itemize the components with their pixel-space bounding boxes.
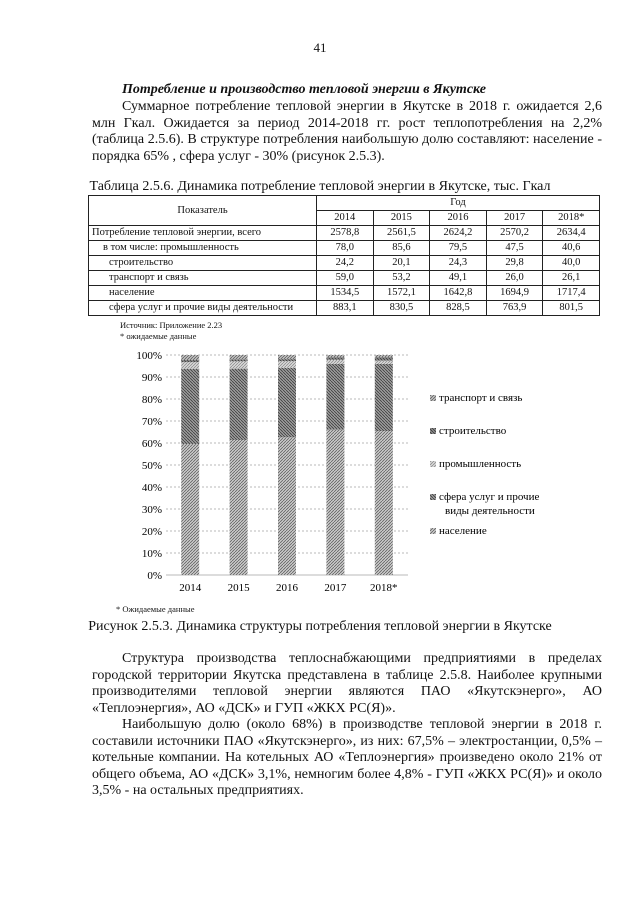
- value-cell: 883,1: [317, 301, 374, 316]
- page-number: 41: [313, 40, 327, 55]
- value-cell: 85,6: [373, 241, 430, 256]
- bar-segment: [278, 368, 296, 437]
- legend-label: транспорт и связь: [439, 392, 523, 404]
- legend-swatch: [430, 528, 436, 534]
- header-indicator: Показатель: [89, 196, 317, 226]
- year-cell: 2015: [373, 211, 430, 226]
- value-cell: 1534,5: [317, 286, 374, 301]
- value-cell: 40,0: [543, 256, 600, 271]
- bar-segment: [230, 369, 248, 440]
- value-cell: 53,2: [373, 271, 430, 286]
- x-tick-label: 2017: [324, 582, 347, 594]
- value-cell: 40,6: [543, 241, 600, 256]
- value-cell: 2561,5: [373, 226, 430, 241]
- paragraph-production-structure: Структура производства теплоснабжающими предприятиями в пределах городской территории Якутска представлена в таблице 2.5.8. Наиболее крупными производителями тепловой энергии являются ПАО «Якутскэнерго», АО «Теплоэнергия», АО «ДСК» и ГУП «ЖКХ РС(Я)».: [92, 651, 602, 716]
- y-axis-ticks: [136, 350, 162, 582]
- value-cell: 1694,9: [486, 286, 543, 301]
- value-cell: 78,0: [317, 241, 374, 256]
- y-tick-label: 100%: [136, 350, 162, 362]
- value-cell: 26,0: [486, 271, 543, 286]
- consumption-table: [88, 195, 600, 316]
- legend-swatch: [430, 461, 436, 467]
- value-cell: 2634,4: [543, 226, 600, 241]
- bar-segment: [375, 431, 393, 575]
- value-cell: 1642,8: [430, 286, 487, 301]
- bar-segment: [278, 359, 296, 361]
- bar-segment: [181, 369, 199, 444]
- x-tick-label: 2018*: [370, 582, 398, 594]
- bar-segment: [230, 440, 248, 575]
- bar-segment: [278, 361, 296, 368]
- row-label: строительство: [89, 256, 317, 271]
- y-tick-label: 60%: [141, 438, 162, 450]
- table-row: [89, 286, 600, 301]
- chart-legend: [430, 392, 539, 537]
- bar-segment: [181, 355, 199, 360]
- value-cell: 801,5: [543, 301, 600, 316]
- table-row: [89, 256, 600, 271]
- bar-segment: [230, 361, 248, 368]
- row-label: сфера услуг и прочие виды деятельности: [89, 301, 317, 316]
- bar-segment: [326, 429, 344, 575]
- value-cell: 20,1: [373, 256, 430, 271]
- value-cell: 24,2: [317, 256, 374, 271]
- value-cell: 24,3: [430, 256, 487, 271]
- chart-bars: [181, 355, 393, 575]
- legend-label: сфера услуг и прочие виды деятельности: [439, 491, 540, 517]
- bar-segment: [278, 355, 296, 359]
- table-row: [89, 241, 600, 256]
- section-heading: Потребление и производство тепловой энергии в Якутске: [122, 82, 486, 97]
- bar-segment: [375, 355, 393, 357]
- paragraph-production-shares: Наибольшую долю (около 68%) в производстве тепловой энергии в 2018 г. составили источники ПАО «Якутскэнерго», из них: 67,5% – электростанции, 0,5% – котельные компании. На котельных АО «Теплоэнергия» произведено около 21% от общего объема, АО «ДСК» 3,1%, немногим более 4,8% - ГУП «ЖКХ РС(Я)» и около 3,5% - на остальных предприятиях.: [92, 717, 602, 799]
- legend-label: строительство: [439, 425, 507, 437]
- bar-segment: [181, 360, 199, 362]
- row-label: в том числе: промышленность: [89, 241, 317, 256]
- structure-chart: [118, 345, 588, 615]
- legend-label: промышленность: [439, 458, 522, 470]
- bar-segment: [181, 362, 199, 369]
- value-cell: 26,1: [543, 271, 600, 286]
- x-tick-label: 2016: [276, 582, 298, 594]
- table-source-note: Источник: Приложение 2.23: [120, 320, 223, 330]
- value-cell: 1717,4: [543, 286, 600, 301]
- year-cell: 2018*: [543, 211, 600, 226]
- bar-segment: [230, 360, 248, 362]
- x-tick-label: 2014: [179, 582, 202, 594]
- value-cell: 1572,1: [373, 286, 430, 301]
- bar-segment: [326, 355, 344, 357]
- y-tick-label: 0%: [147, 570, 162, 582]
- table-caption: Таблица 2.5.6. Динамика потребление тепловой энергии в Якутске, тыс. Гкал: [89, 179, 551, 194]
- table-expected-note: * ожидаемые данные: [120, 331, 197, 341]
- legend-swatch: [430, 494, 436, 500]
- bar-segment: [181, 444, 199, 575]
- table-header-row: [89, 196, 600, 211]
- row-label: Потребление тепловой энергии, всего: [89, 226, 317, 241]
- bar-segment: [375, 361, 393, 364]
- chart-footnote: * Ожидаемые данные: [116, 604, 195, 614]
- y-tick-label: 20%: [141, 526, 162, 538]
- y-tick-label: 50%: [141, 460, 162, 472]
- legend-label: население: [439, 525, 487, 537]
- x-axis-labels: [179, 582, 397, 594]
- bar-segment: [375, 364, 393, 431]
- bar-segment: [278, 437, 296, 575]
- value-cell: 47,5: [486, 241, 543, 256]
- legend-swatch: [430, 428, 436, 434]
- year-cell: 2014: [317, 211, 374, 226]
- y-tick-label: 80%: [141, 394, 162, 406]
- y-tick-label: 30%: [141, 504, 162, 516]
- bar-segment: [326, 364, 344, 430]
- header-year: Год: [317, 196, 600, 211]
- value-cell: 2624,2: [430, 226, 487, 241]
- table-row: [89, 301, 600, 316]
- value-cell: 2578,8: [317, 226, 374, 241]
- value-cell: 828,5: [430, 301, 487, 316]
- y-tick-label: 40%: [141, 482, 162, 494]
- value-cell: 830,5: [373, 301, 430, 316]
- table-row: [89, 226, 600, 241]
- table-row: [89, 271, 600, 286]
- bar-segment: [375, 357, 393, 360]
- x-tick-label: 2015: [227, 582, 250, 594]
- bar-segment: [230, 355, 248, 360]
- y-tick-label: 70%: [141, 416, 162, 428]
- bar-segment: [326, 360, 344, 364]
- y-tick-label: 10%: [141, 548, 162, 560]
- value-cell: 59,0: [317, 271, 374, 286]
- value-cell: 49,1: [430, 271, 487, 286]
- paragraph-consumption-summary: Суммарное потребление тепловой энергии в Якутске в 2018 г. ожидается 2,6 млн Гкал. Ожидается за период 2014-2018 гг. рост теплопотребления на 2,2% (таблица 2.5.6). В структуре потребления наибольшую долю составляют: население - порядка 65% , сфера услуг - 30% (рисунок 2.5.3).: [92, 99, 602, 164]
- bar-segment: [326, 357, 344, 360]
- row-label: население: [89, 286, 317, 301]
- legend-swatch: [430, 395, 436, 401]
- year-cell: 2017: [486, 211, 543, 226]
- value-cell: 29,8: [486, 256, 543, 271]
- value-cell: 2570,2: [486, 226, 543, 241]
- figure-caption: Рисунок 2.5.3. Динамика структуры потребления тепловой энергии в Якутске: [88, 619, 552, 634]
- y-tick-label: 90%: [141, 372, 162, 384]
- year-cell: 2016: [430, 211, 487, 226]
- value-cell: 79,5: [430, 241, 487, 256]
- value-cell: 763,9: [486, 301, 543, 316]
- row-label: транспорт и связь: [89, 271, 317, 286]
